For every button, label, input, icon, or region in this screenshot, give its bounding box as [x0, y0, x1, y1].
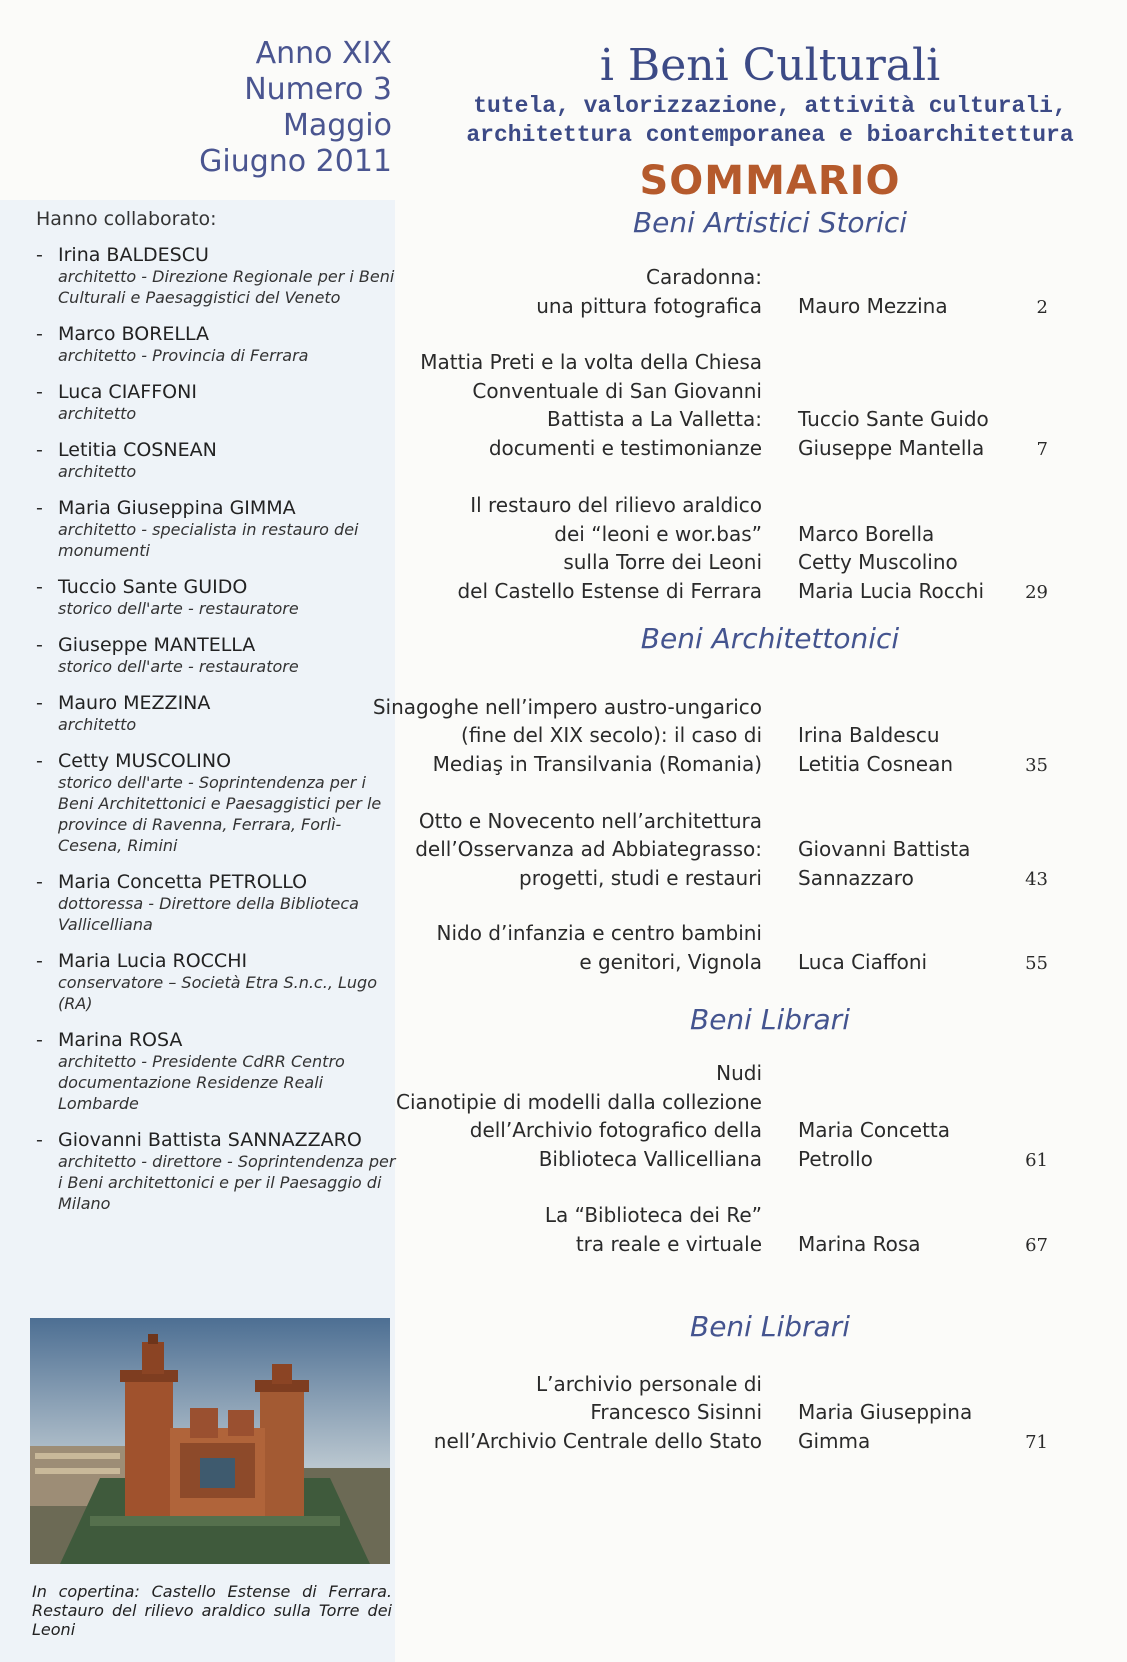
collaborator-name: Marco BORELLA: [58, 323, 210, 345]
collaborator-role: architetto - Direzione Regionale per i Beni Culturali e Paesaggistici del Veneto: [58, 267, 395, 307]
page-number: 61: [1025, 1150, 1048, 1171]
page-number: 29: [1025, 582, 1048, 603]
castle-illustration: [30, 1318, 390, 1564]
collaborator-role: conservatore – Società Etra S.n.c., Lugo (RA): [58, 973, 377, 1013]
article-title: Sinagoghe nell’impero austro-ungarico (fine del XIX secolo): il caso di Mediaş in Transilvania (Romania): [372, 694, 762, 776]
toc-entry: [400, 302, 1120, 462]
cover-photo: [30, 1318, 390, 1564]
page-number: 43: [1025, 869, 1048, 890]
tagline-line-1: tutela, valorizzazione, attività culturali,: [473, 93, 1067, 119]
collaborator-item: - Giuseppe MANTELLA storico dell'arte - restauratore: [36, 634, 396, 677]
collaborators-panel: [36, 208, 396, 1229]
collaborator-role: architetto - Presidente CdRR Centro documentazione Residenze Reali Lombarde: [58, 1052, 345, 1113]
section-title: Beni Architettonici: [640, 622, 900, 655]
section-title: Beni Librari: [690, 1003, 850, 1036]
collaborator-role: architetto - Provincia di Ferrara: [58, 346, 309, 365]
collaborator-item: - Giovanni Battista SANNAZZARO architetto - direttore - Soprintendenza per i Beni architettonici e per il Paesaggio di Milano: [36, 1129, 396, 1213]
collaborator-item: - Cetty MUSCOLINO storico dell'arte - Soprintendenza per i Beni Architettonici e Paesaggistici per le province di Ravenna, Ferrara, Forlì-Cesena, Rimini: [36, 750, 396, 856]
collaborator-role: storico dell'arte - restauratore: [58, 657, 299, 676]
collaborator-item: - Letitia COSNEAN architetto: [36, 439, 396, 482]
collaborator-role: architetto: [58, 715, 137, 734]
collaborator-name: Cetty MUSCOLINO: [58, 750, 232, 772]
collaborator-name: Giovanni Battista SANNAZZARO: [58, 1129, 362, 1151]
issue-year: Anno XIX: [255, 36, 392, 71]
collaborator-item: - Luca CIAFFONI architetto: [36, 381, 396, 424]
collaborator-name: Letitia COSNEAN: [58, 439, 217, 461]
collaborator-item: - Marina ROSA architetto - Presidente CdRR Centro documentazione Residenze Reali Lombarde: [36, 1029, 396, 1114]
collaborator-name: Marina ROSA: [58, 1029, 183, 1051]
article-title: Caradonna: una pittura fotografica: [536, 265, 762, 318]
article-title: La “Biblioteca dei Re” tra reale e virtuale: [544, 1203, 762, 1256]
collaborator-role: storico dell'arte - restauratore: [58, 599, 299, 618]
collaborator-name: Luca CIAFFONI: [58, 381, 197, 403]
page-number: 71: [1025, 1432, 1048, 1453]
collaborator-item: - Irina BALDESCU architetto - Direzione Regionale per i Beni Culturali e Paesaggistici del Veneto: [36, 244, 395, 307]
page-number: 55: [1025, 953, 1048, 974]
toc-entry: [400, 1098, 1120, 1258]
collaborator-name: Irina BALDESCU: [58, 244, 209, 266]
article-authors: Maria Giuseppina Gimma: [798, 1400, 973, 1453]
collaborator-role: dottoressa - Direttore della Biblioteca Vallicelliana: [58, 894, 359, 934]
article-title: L’archivio personale di Francesco Sisinni nell’Archivio Centrale dello Stato: [433, 1371, 762, 1453]
collaborator-role: architetto: [58, 462, 137, 481]
issue-month: Maggio: [282, 108, 392, 143]
article-authors: Marco Borella Cetty Muscolino Maria Lucia Rocchi: [798, 521, 984, 603]
collaborator-name: Giuseppe MANTELLA: [58, 634, 256, 656]
article-title: Il restauro del rilievo araldico dei “leoni e wor.bas” sulla Torre dei Leoni del Castello Estense di Ferrara: [457, 493, 762, 603]
collaborator-name: Mauro MEZZINA: [58, 692, 211, 714]
issue-number: Numero 3: [244, 72, 392, 107]
magazine-title: i Beni Culturali: [599, 40, 941, 91]
collaborator-name: Maria Giuseppina GIMMA: [58, 497, 296, 519]
article-authors: Marina Rosa: [798, 1231, 921, 1256]
collaborator-name: Maria Lucia ROCCHI: [58, 950, 248, 972]
article-authors: Giovanni Battista Sannazzaro: [798, 837, 971, 890]
collaborator-item: - Tuccio Sante GUIDO storico dell'arte - restauratore: [36, 576, 396, 619]
toc-entry: [400, 160, 1120, 320]
article-title: Nido d’infanzia e centro bambini e genitori, Vignola: [436, 921, 762, 974]
collaborator-role: architetto - specialista in restauro dei monumenti: [58, 520, 359, 560]
masthead: [420, 40, 1120, 150]
article-authors: Irina Baldescu Letitia Cosnean: [798, 723, 954, 776]
collaborators-heading: Hanno collaborato:: [36, 208, 217, 230]
article-authors: Maria Concetta Petrollo: [798, 1118, 951, 1171]
collaborator-role: architetto: [58, 404, 137, 423]
article-authors: Tuccio Sante Guido Giuseppe Mantella: [798, 407, 989, 460]
page-number: 7: [1036, 439, 1048, 460]
article-title: Otto e Novecento nell’architettura dell’Osservanza ad Abbiategrasso: progetti, studi e restauri: [415, 808, 762, 890]
collaborator-role: architetto - direttore - Soprintendenza per i Beni architettonici e per il Paesaggio di Milano: [58, 1152, 396, 1213]
section-title: Beni Librari: [690, 1310, 850, 1343]
article-authors: Luca Ciaffoni: [798, 949, 928, 974]
collaborator-item: - Maria Giuseppina GIMMA architetto - specialista in restauro dei monumenti: [36, 497, 396, 561]
issue-month-year: Giugno 2011: [199, 144, 392, 179]
collaborator-item: - Maria Concetta PETROLLO dottoressa - Direttore della Biblioteca Vallicelliana: [36, 871, 396, 935]
article-title: Nudi Cianotipie di modelli dalla collezione dell’Archivio fotografico della Biblioteca Vallicelliana: [396, 1061, 762, 1171]
tagline-line-2: architettura contemporanea e bioarchitettura: [466, 122, 1074, 148]
sommario-heading: SOMMARIO: [639, 158, 901, 204]
toc-entry: [400, 445, 1120, 605]
collaborator-item: - Maria Lucia ROCCHI conservatore – Società Etra S.n.c., Lugo (RA): [36, 950, 396, 1014]
collaborator-name: Tuccio Sante GUIDO: [58, 576, 248, 598]
page-number: 35: [1025, 755, 1048, 776]
toc-entry: [400, 1295, 1120, 1455]
toc-entry: [400, 816, 1120, 976]
collaborator-item: - Marco BORELLA architetto - Provincia di Ferrara: [36, 323, 396, 366]
collaborators-list: [36, 244, 396, 1214]
page-number: 2: [1036, 297, 1048, 318]
page-number: 67: [1025, 1235, 1048, 1256]
collaborator-role: storico dell'arte - Soprintendenza per i Beni Architettonici e Paesaggistici per le province di Ravenna, Ferrara, Forlì-Cesena, Rimini: [58, 773, 382, 855]
article-title: Mattia Preti e la volta della Chiesa Conventuale di San Giovanni Battista a La Valletta: documenti e testimonianze: [420, 350, 762, 460]
article-authors: Mauro Mezzina: [798, 293, 948, 318]
cover-caption: In copertina: Castello Estense di Ferrara. Restauro del rilievo araldico sulla Torre dei Leoni: [32, 1582, 392, 1639]
issue-info: [130, 36, 392, 180]
collaborator-name: Maria Concetta PETROLLO: [58, 871, 308, 893]
collaborator-item: - Mauro MEZZINA architetto: [36, 692, 396, 735]
section-title: Beni Artistici Storici: [632, 206, 908, 239]
